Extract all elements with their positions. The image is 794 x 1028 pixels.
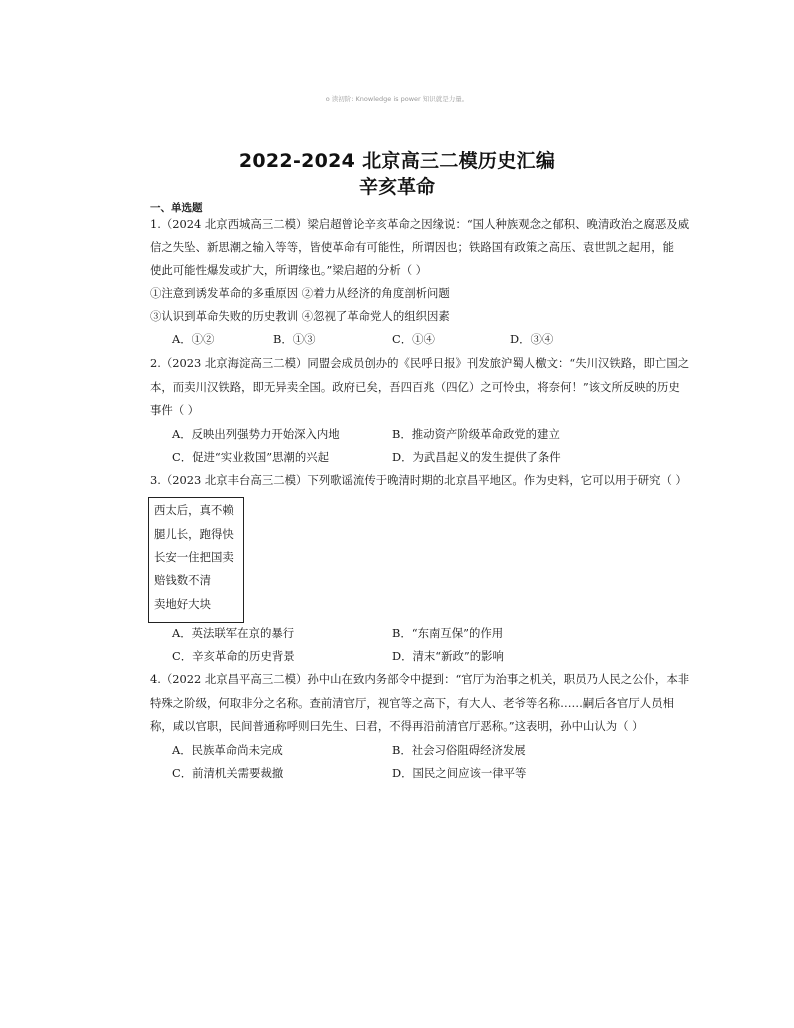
- q2-stem-line: 本，而卖川汉铁路，即无异卖全国。政府已矣，吾四百兆（四亿）之可怜虫，将奈何！”该文所反映的历史: [150, 380, 680, 394]
- q3-option-a[interactable]: A．英法联军在京的暴行: [172, 626, 295, 640]
- q4-option-b[interactable]: B．社会习俗阻碍经济发展: [392, 743, 526, 757]
- q3-option-b[interactable]: B．“东南互保”的作用: [392, 626, 504, 640]
- watermark: o 读初阶: Knowledge is power 知识就是力量。: [325, 95, 469, 103]
- section-heading: 一、单选题: [150, 202, 203, 214]
- q3-stem-line: 3.（2023 北京丰台高三二模）下列歌谣流传于晚清时期的北京昌平地区。作为史料，它可以用于研究（ ）: [150, 473, 687, 487]
- document-subtitle: 辛亥革命: [358, 176, 435, 198]
- q3-option-c[interactable]: C．辛亥革命的历史背景: [172, 649, 295, 663]
- ballad-line: 赔钱数不清: [154, 573, 211, 587]
- document-title: 2022-2024 北京高三二模历史汇编: [238, 150, 556, 172]
- q2-option-d[interactable]: D．为武昌起义的发生提供了条件: [392, 450, 561, 464]
- q1-stem-line: 1.（2024 北京西城高三二模）梁启超曾论辛亥革命之因缘说：“国人种族观念之郁积、晚清政治之腐恶及威: [150, 217, 690, 231]
- q2-option-a[interactable]: A．反映出列强势力开始深入内地: [172, 427, 340, 441]
- q1-option-d[interactable]: D．③④: [510, 332, 554, 346]
- q1-option-c[interactable]: C．①④: [392, 332, 435, 346]
- ballad-line: 腿儿长，跑得快: [154, 527, 234, 541]
- q1-stem-line: 信之失坠、新思潮之输入等等，皆使革命有可能性，所谓因也；铁路国有政策之高压、袁世凯之起用，能: [150, 240, 674, 254]
- q2-stem-line: 2.（2023 北京海淀高三二模）同盟会成员创办的《民呼日报》刊发旅沪蜀人檄文：“失川汉铁路，即亡国之: [150, 356, 690, 370]
- q1-option-b[interactable]: B．①③: [273, 332, 316, 346]
- ballad-line: 西太后，真不赖: [154, 503, 234, 517]
- q1-statement-line: ①注意到诱发革命的多重原因 ②着力从经济的角度剖析问题: [150, 286, 450, 300]
- q4-option-d[interactable]: D．国民之间应该一律平等: [392, 766, 527, 780]
- q4-stem-line: 4.（2022 北京昌平高三二模）孙中山在致内务部令中提到：“官厅为治事之机关，职员乃人民之公仆，本非: [150, 672, 690, 686]
- q4-option-a[interactable]: A．民族革命尚未完成: [172, 743, 283, 757]
- q4-stem-line: 特殊之阶级，何取非分之名称。查前清官厅，视官等之高下，有大人、老爷等名称……嗣后各官厅人员相: [150, 696, 674, 710]
- q1-statement-line: ③认识到革命失败的历史教训 ④忽视了革命党人的组织因素: [150, 309, 450, 323]
- q4-stem-line: 称，咸以官职，民间普通称呼则曰先生、曰君，不得再沿前清官厅恶称。”这表明，孙中山认为（ ）: [150, 719, 644, 733]
- q3-option-d[interactable]: D．清末“新政”的影响: [392, 649, 504, 663]
- q4-option-c[interactable]: C．前清机关需要裁撤: [172, 766, 284, 780]
- q2-option-b[interactable]: B．推动资产阶级革命政党的建立: [392, 427, 560, 441]
- ballad-line: 卖地好大块: [154, 597, 211, 611]
- ballad-line: 长安一住把国卖: [154, 550, 234, 564]
- q2-option-c[interactable]: C．促进“实业救国”思潮的兴起: [172, 450, 330, 464]
- q2-stem-line: 事件（ ）: [150, 403, 200, 417]
- q1-stem-line: 使此可能性爆发或扩大，所谓缘也。”梁启超的分析（ ）: [150, 263, 428, 277]
- q1-option-a[interactable]: A．①②: [172, 332, 215, 346]
